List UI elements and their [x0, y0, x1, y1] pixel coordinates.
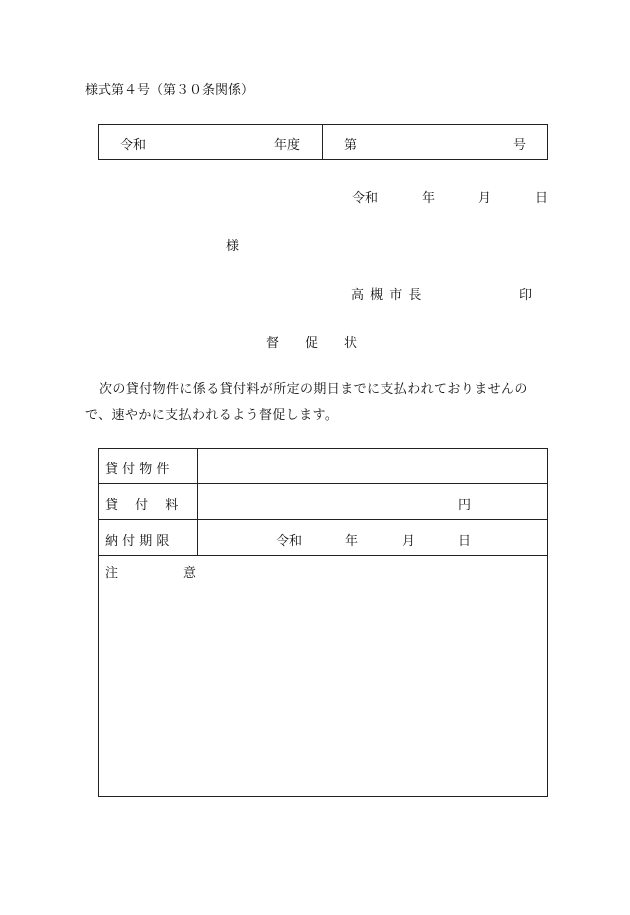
seal-mark: 印	[519, 288, 533, 303]
deadline-era: 令和	[276, 534, 303, 549]
reference-era: 令和	[120, 138, 147, 153]
fiscal-year-suffix: 年度	[274, 138, 301, 153]
deadline-year: 年	[345, 534, 359, 549]
label-payment-deadline: 納 付 期 限	[105, 534, 170, 549]
deadline-month: 月	[402, 534, 416, 549]
addressee-suffix: 様	[226, 239, 240, 254]
issuer-title: 高 槻 市 長	[351, 288, 423, 303]
issue-date-era: 令和	[352, 191, 379, 206]
body-line-2: で、速やかに支払われるよう督促します。	[85, 408, 339, 423]
issue-date-year: 年	[422, 191, 436, 206]
number-suffix: 号	[513, 138, 527, 153]
number-prefix: 第	[344, 138, 358, 153]
body-line-1: 次の貸付物件に係る貸付料が所定の期日までに支払われておりませんの	[99, 382, 528, 397]
document-title: 督 促 状	[266, 336, 358, 351]
label-notes: 注 意	[105, 566, 197, 581]
value-loan-fee-unit: 円	[458, 498, 472, 513]
issue-date-month: 月	[478, 191, 492, 206]
deadline-day: 日	[458, 534, 472, 549]
label-loan-fee: 貸 付 料	[105, 498, 179, 513]
label-loan-property: 貸 付 物 件	[105, 462, 170, 477]
form-number: 様式第４号（第３０条関係）	[85, 83, 255, 98]
issue-date-day: 日	[535, 191, 549, 206]
